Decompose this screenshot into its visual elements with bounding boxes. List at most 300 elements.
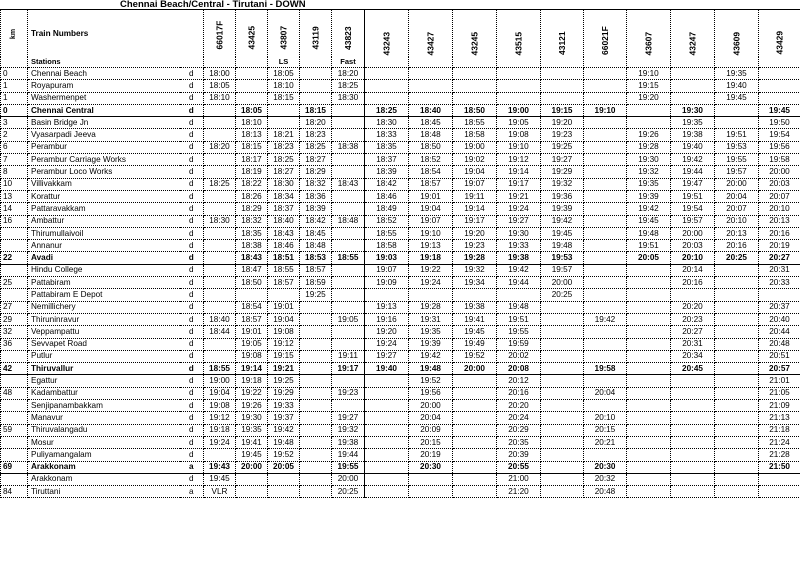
time-cell: 18:29 bbox=[300, 166, 332, 178]
time-cell bbox=[671, 387, 715, 399]
time-cell: 20:05 bbox=[268, 461, 300, 473]
time-cell: 18:23 bbox=[268, 141, 300, 153]
km-cell: 29 bbox=[1, 313, 28, 325]
time-cell bbox=[627, 424, 671, 436]
time-cell bbox=[584, 350, 627, 362]
train-number-43121 bbox=[541, 10, 584, 57]
time-cell bbox=[627, 461, 671, 473]
km-cell: 7 bbox=[1, 154, 28, 166]
time-cell: 18:19 bbox=[236, 166, 268, 178]
time-cell: 19:15 bbox=[627, 80, 671, 92]
station-name: Vyasarpadi Jeeva bbox=[28, 129, 180, 141]
time-cell: 19:07 bbox=[453, 178, 497, 190]
time-cell: 18:30 bbox=[204, 215, 236, 227]
time-cell: 20:29 bbox=[497, 424, 541, 436]
time-cell bbox=[584, 203, 627, 215]
time-cell: 18:17 bbox=[236, 154, 268, 166]
time-cell: 18:34 bbox=[268, 190, 300, 202]
time-cell: 20:57 bbox=[759, 363, 800, 375]
time-cell bbox=[541, 387, 584, 399]
km-cell bbox=[1, 375, 28, 387]
time-cell: 19:51 bbox=[671, 190, 715, 202]
time-cell bbox=[541, 436, 584, 448]
train-note: Fast bbox=[332, 57, 365, 68]
time-cell: 18:25 bbox=[332, 80, 365, 92]
time-cell: 20:05 bbox=[627, 252, 671, 264]
time-cell: 19:34 bbox=[453, 277, 497, 289]
time-cell: 18:00 bbox=[204, 68, 236, 80]
time-cell bbox=[671, 449, 715, 461]
time-cell: 19:57 bbox=[715, 166, 759, 178]
time-cell: 20:37 bbox=[759, 301, 800, 313]
time-cell: 19:45 bbox=[204, 473, 236, 485]
time-cell: 19:42 bbox=[584, 313, 627, 325]
time-cell bbox=[541, 80, 584, 92]
time-cell: 20:25 bbox=[332, 486, 365, 498]
time-cell: 19:40 bbox=[715, 80, 759, 92]
km-cell: 22 bbox=[1, 252, 28, 264]
time-cell: 19:41 bbox=[236, 436, 268, 448]
time-cell bbox=[584, 117, 627, 129]
time-cell: 19:58 bbox=[759, 154, 800, 166]
time-cell: 19:12 bbox=[268, 338, 300, 350]
station-name: Pattabiram E Depot bbox=[28, 289, 180, 301]
time-cell: 19:18 bbox=[204, 424, 236, 436]
time-cell bbox=[365, 80, 409, 92]
time-cell: 19:54 bbox=[759, 129, 800, 141]
time-cell bbox=[584, 338, 627, 350]
time-cell: 18:40 bbox=[204, 313, 236, 325]
station-row bbox=[1, 387, 800, 399]
train-number-label: 43425 bbox=[246, 25, 257, 49]
time-cell: 20:40 bbox=[759, 313, 800, 325]
train-note bbox=[759, 57, 800, 68]
station-name: Thiruvalangadu bbox=[28, 424, 180, 436]
time-cell bbox=[332, 129, 365, 141]
station-row bbox=[1, 436, 800, 448]
time-cell bbox=[453, 375, 497, 387]
time-cell: 18:10 bbox=[236, 117, 268, 129]
time-cell: 18:25 bbox=[300, 141, 332, 153]
time-cell: 19:10 bbox=[627, 68, 671, 80]
time-cell: 19:20 bbox=[627, 92, 671, 104]
time-cell: 19:48 bbox=[627, 227, 671, 239]
time-cell bbox=[759, 473, 800, 485]
km-cell: 0 bbox=[1, 68, 28, 80]
time-cell bbox=[627, 313, 671, 325]
arrival-departure-flag: d bbox=[180, 190, 204, 202]
time-cell: 18:13 bbox=[236, 129, 268, 141]
time-cell: 20:39 bbox=[497, 449, 541, 461]
train-note bbox=[627, 57, 671, 68]
time-cell: 19:51 bbox=[627, 240, 671, 252]
time-cell bbox=[300, 486, 332, 498]
time-cell: 18:42 bbox=[300, 215, 332, 227]
time-cell: 18:10 bbox=[268, 80, 300, 92]
time-cell: 19:54 bbox=[671, 203, 715, 215]
time-cell: 19:52 bbox=[453, 350, 497, 362]
time-cell bbox=[715, 363, 759, 375]
time-cell: 19:23 bbox=[332, 387, 365, 399]
time-cell: 18:58 bbox=[453, 129, 497, 141]
time-cell: 20:15 bbox=[584, 424, 627, 436]
arrival-departure-flag: d bbox=[180, 375, 204, 387]
time-cell: 21:00 bbox=[497, 473, 541, 485]
time-cell: 19:24 bbox=[409, 277, 453, 289]
train-number-43247 bbox=[671, 10, 715, 57]
time-cell bbox=[300, 412, 332, 424]
train-number-66017F bbox=[204, 10, 236, 57]
time-cell: 19:10 bbox=[497, 141, 541, 153]
time-cell bbox=[453, 80, 497, 92]
time-cell bbox=[715, 387, 759, 399]
time-cell bbox=[497, 92, 541, 104]
time-cell: 18:57 bbox=[236, 313, 268, 325]
time-cell bbox=[236, 486, 268, 498]
time-cell: 19:35 bbox=[409, 326, 453, 338]
station-row bbox=[1, 486, 800, 498]
time-cell: 19:27 bbox=[332, 412, 365, 424]
time-cell bbox=[300, 387, 332, 399]
time-cell: 18:48 bbox=[409, 129, 453, 141]
time-cell: 19:45 bbox=[453, 326, 497, 338]
time-cell: 19:42 bbox=[671, 154, 715, 166]
time-cell bbox=[627, 104, 671, 116]
time-cell bbox=[584, 68, 627, 80]
time-cell bbox=[584, 92, 627, 104]
station-name: Ambattur bbox=[28, 215, 180, 227]
station-row bbox=[1, 277, 800, 289]
time-cell bbox=[671, 68, 715, 80]
time-cell: 19:27 bbox=[497, 215, 541, 227]
time-cell: 18:54 bbox=[409, 166, 453, 178]
time-cell: 19:10 bbox=[584, 104, 627, 116]
time-cell: 19:36 bbox=[541, 190, 584, 202]
time-cell bbox=[453, 436, 497, 448]
time-cell: 20:35 bbox=[497, 436, 541, 448]
time-cell bbox=[300, 350, 332, 362]
arrival-departure-flag: d bbox=[180, 80, 204, 92]
station-name: Thiruninravur bbox=[28, 313, 180, 325]
time-cell bbox=[541, 375, 584, 387]
time-cell bbox=[541, 363, 584, 375]
time-cell: 18:38 bbox=[236, 240, 268, 252]
time-cell: 19:07 bbox=[365, 264, 409, 276]
arrival-departure-flag: d bbox=[180, 277, 204, 289]
time-cell: 20:51 bbox=[759, 350, 800, 362]
train-note bbox=[584, 57, 627, 68]
time-cell bbox=[453, 400, 497, 412]
station-row bbox=[1, 92, 800, 104]
time-cell bbox=[627, 264, 671, 276]
station-name: Washermenpet bbox=[28, 92, 180, 104]
station-name: Thirumullaivoil bbox=[28, 227, 180, 239]
km-cell: 1 bbox=[1, 92, 28, 104]
time-cell: 19:56 bbox=[409, 387, 453, 399]
time-cell: 19:57 bbox=[671, 215, 715, 227]
time-cell: 20:31 bbox=[671, 338, 715, 350]
time-cell bbox=[332, 375, 365, 387]
km-cell: 1 bbox=[1, 80, 28, 92]
time-cell: 19:48 bbox=[497, 301, 541, 313]
blank-header bbox=[180, 10, 204, 57]
time-cell: 19:26 bbox=[627, 129, 671, 141]
time-cell bbox=[332, 104, 365, 116]
header-row bbox=[1, 10, 800, 57]
km-cell: 69 bbox=[1, 461, 28, 473]
time-cell: 20:27 bbox=[759, 252, 800, 264]
time-cell: 20:10 bbox=[584, 412, 627, 424]
station-row bbox=[1, 375, 800, 387]
station-name: Putlur bbox=[28, 350, 180, 362]
timetable bbox=[0, 10, 800, 498]
time-cell: 18:45 bbox=[300, 227, 332, 239]
train-note bbox=[236, 57, 268, 68]
time-cell: 20:10 bbox=[715, 215, 759, 227]
km-cell: 59 bbox=[1, 424, 28, 436]
time-cell bbox=[627, 436, 671, 448]
arrival-departure-flag: d bbox=[180, 301, 204, 313]
time-cell bbox=[541, 400, 584, 412]
time-cell: 18:30 bbox=[365, 117, 409, 129]
train-number-43823 bbox=[332, 10, 365, 57]
train-number-43429 bbox=[759, 10, 800, 57]
time-cell bbox=[671, 400, 715, 412]
station-name: Arakkonam bbox=[28, 473, 180, 485]
station-name: Pattaravakkam bbox=[28, 203, 180, 215]
time-cell bbox=[365, 449, 409, 461]
km-cell bbox=[1, 240, 28, 252]
time-cell: 19:39 bbox=[627, 190, 671, 202]
time-cell: 18:36 bbox=[300, 190, 332, 202]
time-cell bbox=[541, 301, 584, 313]
time-cell bbox=[365, 400, 409, 412]
time-cell bbox=[584, 190, 627, 202]
time-cell: 19:43 bbox=[204, 461, 236, 473]
time-cell: 20:55 bbox=[497, 461, 541, 473]
time-cell: 18:53 bbox=[300, 252, 332, 264]
time-cell: 20:04 bbox=[715, 190, 759, 202]
time-cell: 19:52 bbox=[409, 375, 453, 387]
time-cell: 20:07 bbox=[759, 190, 800, 202]
time-cell: 19:30 bbox=[627, 154, 671, 166]
time-cell bbox=[236, 92, 268, 104]
time-cell bbox=[627, 473, 671, 485]
km-cell bbox=[1, 350, 28, 362]
station-row bbox=[1, 289, 800, 301]
station-row bbox=[1, 203, 800, 215]
time-cell: 19:24 bbox=[497, 203, 541, 215]
time-cell: 19:45 bbox=[236, 449, 268, 461]
time-cell bbox=[300, 473, 332, 485]
time-cell: 21:24 bbox=[759, 436, 800, 448]
time-cell bbox=[497, 289, 541, 301]
time-cell bbox=[584, 227, 627, 239]
time-cell bbox=[584, 277, 627, 289]
station-row bbox=[1, 313, 800, 325]
time-cell bbox=[715, 449, 759, 461]
time-cell bbox=[584, 215, 627, 227]
time-cell: 19:37 bbox=[268, 412, 300, 424]
time-cell: 20:34 bbox=[671, 350, 715, 362]
time-cell: 19:35 bbox=[236, 424, 268, 436]
station-row bbox=[1, 240, 800, 252]
time-cell: 19:55 bbox=[715, 154, 759, 166]
station-name: Puliyamangalam bbox=[28, 449, 180, 461]
time-cell bbox=[584, 154, 627, 166]
station-row bbox=[1, 129, 800, 141]
time-cell: 19:02 bbox=[453, 154, 497, 166]
km-cell: 0 bbox=[1, 104, 28, 116]
time-cell: 20:15 bbox=[409, 436, 453, 448]
time-cell: 19:48 bbox=[541, 240, 584, 252]
time-cell bbox=[627, 363, 671, 375]
time-cell bbox=[300, 449, 332, 461]
time-cell bbox=[584, 166, 627, 178]
time-cell: 19:56 bbox=[759, 141, 800, 153]
time-cell bbox=[584, 252, 627, 264]
arrival-departure-flag: d bbox=[180, 400, 204, 412]
station-row bbox=[1, 117, 800, 129]
time-cell: 18:25 bbox=[365, 104, 409, 116]
time-cell: 19:25 bbox=[300, 289, 332, 301]
time-cell bbox=[715, 436, 759, 448]
time-cell bbox=[365, 375, 409, 387]
time-cell bbox=[671, 92, 715, 104]
time-cell: 20:13 bbox=[759, 215, 800, 227]
km-cell bbox=[1, 449, 28, 461]
time-cell: 19:20 bbox=[453, 227, 497, 239]
km-cell: 42 bbox=[1, 363, 28, 375]
station-row bbox=[1, 154, 800, 166]
time-cell: 18:55 bbox=[453, 117, 497, 129]
time-cell: 20:27 bbox=[671, 326, 715, 338]
time-cell bbox=[365, 92, 409, 104]
time-cell: 19:03 bbox=[365, 252, 409, 264]
time-cell: 18:20 bbox=[332, 68, 365, 80]
time-cell: 20:48 bbox=[759, 338, 800, 350]
train-number-label: 43429 bbox=[774, 30, 785, 54]
time-cell bbox=[300, 424, 332, 436]
time-cell bbox=[268, 473, 300, 485]
time-cell: 18:43 bbox=[236, 252, 268, 264]
time-cell: 18:30 bbox=[268, 178, 300, 190]
time-cell: 20:00 bbox=[541, 277, 584, 289]
train-number-43515 bbox=[497, 10, 541, 57]
time-cell bbox=[204, 240, 236, 252]
time-cell bbox=[204, 264, 236, 276]
time-cell: 20:00 bbox=[409, 400, 453, 412]
station-row bbox=[1, 252, 800, 264]
time-cell: VLR bbox=[204, 486, 236, 498]
time-cell bbox=[715, 301, 759, 313]
station-name: Chennai Beach bbox=[28, 68, 180, 80]
time-cell: 18:26 bbox=[236, 190, 268, 202]
arrival-departure-flag: d bbox=[180, 412, 204, 424]
time-cell bbox=[627, 387, 671, 399]
arrival-departure-flag: d bbox=[180, 264, 204, 276]
time-cell bbox=[541, 461, 584, 473]
time-cell bbox=[300, 80, 332, 92]
time-cell bbox=[332, 326, 365, 338]
time-cell bbox=[584, 240, 627, 252]
arrival-departure-flag: a bbox=[180, 461, 204, 473]
time-cell bbox=[715, 461, 759, 473]
time-cell bbox=[671, 436, 715, 448]
station-name: Senjipanambakkam bbox=[28, 400, 180, 412]
time-cell: 19:21 bbox=[497, 190, 541, 202]
time-cell: 21:18 bbox=[759, 424, 800, 436]
time-cell bbox=[541, 424, 584, 436]
time-cell bbox=[453, 68, 497, 80]
time-cell bbox=[268, 117, 300, 129]
station-name: Royapuram bbox=[28, 80, 180, 92]
station-name: Arakkonam bbox=[28, 461, 180, 473]
time-cell bbox=[584, 264, 627, 276]
km-cell: 27 bbox=[1, 301, 28, 313]
time-cell: 19:12 bbox=[204, 412, 236, 424]
arrival-departure-flag: d bbox=[180, 240, 204, 252]
time-cell: 19:44 bbox=[332, 449, 365, 461]
time-cell bbox=[204, 289, 236, 301]
train-number-label: 43427 bbox=[425, 31, 436, 55]
time-cell bbox=[627, 117, 671, 129]
time-cell: 19:51 bbox=[497, 313, 541, 325]
time-cell: 20:25 bbox=[715, 252, 759, 264]
station-row bbox=[1, 350, 800, 362]
time-cell: 18:51 bbox=[268, 252, 300, 264]
station-row bbox=[1, 461, 800, 473]
station-name: Hindu College bbox=[28, 264, 180, 276]
station-row bbox=[1, 301, 800, 313]
arrival-departure-flag: d bbox=[180, 203, 204, 215]
time-cell: 19:40 bbox=[671, 141, 715, 153]
time-cell bbox=[300, 338, 332, 350]
time-cell bbox=[715, 289, 759, 301]
station-row bbox=[1, 227, 800, 239]
time-cell bbox=[541, 68, 584, 80]
time-cell: 19:22 bbox=[409, 264, 453, 276]
station-name: Nemillichery bbox=[28, 301, 180, 313]
time-cell: 19:24 bbox=[204, 436, 236, 448]
time-cell bbox=[541, 313, 584, 325]
time-cell bbox=[715, 375, 759, 387]
train-note bbox=[497, 57, 541, 68]
time-cell: 20:02 bbox=[497, 350, 541, 362]
time-cell bbox=[627, 338, 671, 350]
time-cell: 18:25 bbox=[204, 178, 236, 190]
time-cell: 19:28 bbox=[409, 301, 453, 313]
time-cell: 21:09 bbox=[759, 400, 800, 412]
train-note bbox=[300, 57, 332, 68]
time-cell bbox=[409, 486, 453, 498]
time-cell bbox=[332, 166, 365, 178]
time-cell bbox=[365, 436, 409, 448]
time-cell: 18:15 bbox=[300, 104, 332, 116]
time-cell: 18:46 bbox=[365, 190, 409, 202]
time-cell: 19:48 bbox=[268, 436, 300, 448]
time-cell: 20:03 bbox=[759, 178, 800, 190]
time-cell: 20:00 bbox=[453, 363, 497, 375]
km-header: km bbox=[1, 10, 28, 57]
time-cell: 18:55 bbox=[268, 264, 300, 276]
arrival-departure-flag: d bbox=[180, 313, 204, 325]
time-cell: 19:24 bbox=[365, 338, 409, 350]
time-cell bbox=[627, 301, 671, 313]
time-cell bbox=[584, 129, 627, 141]
time-cell: 18:15 bbox=[236, 141, 268, 153]
time-cell: 20:19 bbox=[759, 240, 800, 252]
